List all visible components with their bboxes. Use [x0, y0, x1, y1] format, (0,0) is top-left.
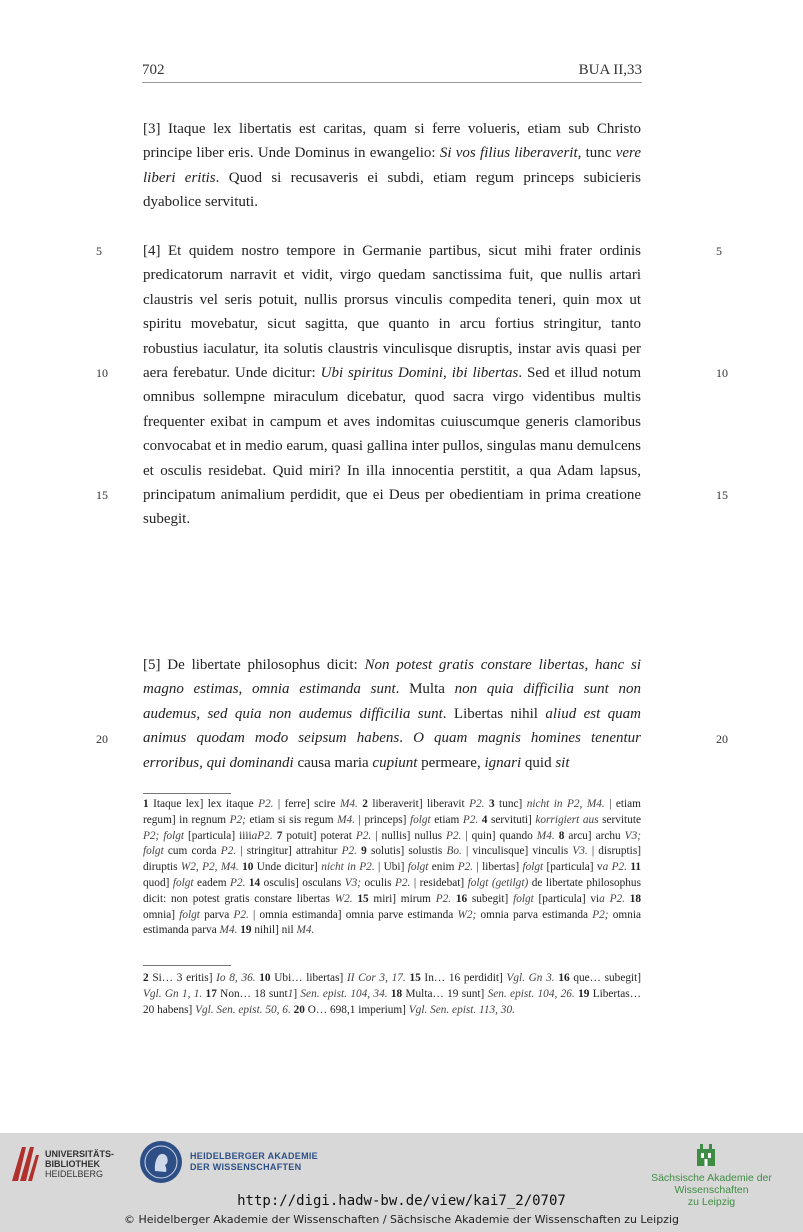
text-run: liberaverit] liberavit [367, 798, 470, 810]
text-run: | residebat] [410, 876, 468, 889]
text-run: potuit] poterat [282, 829, 356, 842]
text-run: | etiam regum] in regnum [143, 798, 641, 826]
paragraph-3-text [143, 117, 641, 215]
italic-run: Vgl. Sen. epist. 113, 30. [408, 1003, 515, 1016]
italic-run: 1 [287, 987, 294, 1000]
text-run: | Ubi] [374, 861, 408, 874]
italic-run: Vgl. Gn 1, 1. [143, 987, 203, 1000]
text-run: [particula] v [543, 861, 603, 874]
apparatus-line-ref: 4 [481, 813, 488, 826]
italic-run: nicht in P2, M4. [526, 798, 605, 810]
text-run: osculis] osculans [260, 876, 345, 889]
text-run: etiam si sis regum [245, 813, 338, 826]
hadw-logo-line: DER WISSENSCHAFTEN [190, 1162, 302, 1172]
text-run: | disruptis] diruptis [143, 845, 641, 874]
italic-run: Ubi spiritus Domini, ibi libertas [320, 365, 519, 382]
apparatus-line-ref: 16 [558, 972, 570, 984]
text-run: de libertate philosophus dicit: non potest gratis constare libertas [143, 876, 641, 905]
text-run: oculis [361, 876, 395, 889]
apparatus-line-ref: 17 [205, 987, 217, 1000]
apparatus-line-ref: 19 [240, 924, 252, 937]
section-reference: BUA II,33 [578, 62, 642, 78]
paragraph-4 [143, 239, 641, 532]
italic-run: Io 8, 36. [216, 972, 256, 984]
text-run: eadem [193, 876, 231, 889]
paragraph-4-text [143, 239, 641, 532]
italic-run: a [251, 829, 258, 842]
line-number-right: 15 [716, 488, 728, 502]
text-run: cum corda [163, 845, 221, 858]
italic-run: O quam magnis homines tenentur erroribus, qui dominandi [143, 730, 641, 771]
permalink-url[interactable]: http://digi.hadw-bw.de/view/kai7_2/0707 [237, 1193, 566, 1209]
italic-run: P2. [341, 845, 357, 858]
academy-seal-icon [140, 1141, 182, 1183]
ub-logo-line: BIBLIOTHEK [45, 1159, 100, 1169]
line-number-right: 20 [716, 732, 728, 746]
text-run: [5] De libertate philosophus dicit: [143, 657, 365, 673]
text-run: [particula] vi [533, 892, 600, 905]
text-run: O… 698,1 imperium] [304, 1003, 409, 1016]
text-run: nihil] nil [251, 924, 297, 937]
italic-run: a [602, 861, 609, 874]
italic-run: P2; [592, 908, 609, 921]
text-run: Libertas… 20 habens] [143, 987, 641, 1016]
line-number-left: 5 [96, 244, 102, 258]
text-run: omnia estimanda parva [143, 908, 642, 937]
italic-run: P2. [233, 908, 249, 921]
italic-run: M4. [536, 829, 555, 842]
saw-logo-line: zu Leipzig [687, 1196, 736, 1208]
italic-run: P2. [435, 892, 452, 905]
italic-run: folgt [407, 861, 429, 874]
apparatus-line-ref: 8 [558, 829, 565, 842]
hadw-logo-line: HEIDELBERGER AKADEMIE [190, 1151, 318, 1161]
italic-run: V3; folgt [143, 829, 641, 858]
ub-logo-line: HEIDELBERG [45, 1169, 104, 1179]
italic-run: aliud est quam animus quodam modo seipsum habens [143, 705, 641, 747]
text-run: etiam [430, 813, 463, 826]
italic-run: P2. [469, 798, 485, 810]
text-run: subegit] [467, 892, 514, 905]
italic-run: P2. [355, 829, 372, 842]
text-run: causa maria [293, 754, 373, 771]
critical-apparatus [143, 797, 641, 939]
italic-run: II Cor 3, 17. [346, 972, 406, 984]
italic-run: folgt [513, 892, 534, 905]
italic-run: P2. [457, 861, 474, 874]
italic-run: cupiunt [372, 754, 418, 771]
text-run: In… 16 perdidit] [420, 972, 507, 984]
italic-run: W2. [334, 892, 353, 905]
text-run: permeare, [417, 754, 485, 771]
text-run: . Sed et illud notum omnibus sollempne miraculum dicebatur, quod sacra virgo videntibus multis frequenter exibat in campum et aves indomitas cuiuscumque generis clamoribus convocabat et in medio earum, quasi gallina inter pullos, singulas manu demulcens et osculis residebat. Quid miri? In illa innocentia perstitit, a qua Adam lapsus, principatum animalium perdidit, que ei Deus per obedientiam in prima creatione subegit. [143, 365, 641, 528]
apparatus-line-ref: 1 [143, 798, 149, 810]
italic-run: Bo. [446, 845, 462, 858]
text-run: [4] Et quidem nostro tempore in Germanie partibus, sicut mihi frater ordinis predicatorum narravit et vidit, virgo quedam sanctissima fuit, que nullis artari claustris vel seris potuit, nullis prorsus vinculis compedita teneri, quin mox ut spiritu movebatur, sicut sagitta, que quanto in arcu fortius stringitur, tanto robustius iaculatur, ita solutis claustris vinculisque disruptis, instar avis quasi per aera ferebatur. Unde dicitur: [143, 243, 641, 382]
text-run: [3] Itaque lex libertatis est caritas, quam si ferre volueris, etiam sub Christo principe liber eris. Unde Dominus in ewangelio: [143, 121, 641, 162]
text-run: [particula] iiii [184, 829, 252, 842]
italic-run: folgt [172, 876, 194, 889]
text-run: . Multa [395, 681, 455, 698]
line-number-right: 10 [716, 366, 728, 380]
text-run: . [399, 730, 414, 747]
apparatus-line-ref: 15 [357, 892, 369, 905]
page-number: 702 [142, 62, 165, 78]
apparatus-line-ref: 11 [630, 861, 642, 874]
line-number-right: 5 [716, 244, 722, 258]
source-apparatus [143, 971, 641, 1018]
line-number-left: 15 [96, 488, 108, 502]
saxon-academy-emblem-icon [696, 1143, 716, 1167]
footnote-rule [143, 965, 231, 966]
apparatus-line-ref: 20 [293, 1003, 305, 1016]
italic-run: P2. [230, 876, 246, 889]
italic-run: P2. [611, 861, 627, 874]
italic-run: Sen. epist. 104, 26. [487, 987, 575, 1000]
text-run: quid [521, 754, 556, 771]
line-number-left: 20 [96, 732, 108, 746]
text-run: servituti] [487, 813, 536, 826]
text-run: enim [428, 861, 458, 874]
text-run: ] [293, 987, 301, 1000]
apparatus-line-ref: 18 [390, 987, 403, 1000]
text-run: Unde dicitur] [253, 861, 322, 874]
italic-run: non quia difficilia sunt non audemus, sed quia non audemus difficilia sunt [143, 681, 641, 722]
apparatus-line-ref: 10 [242, 861, 254, 874]
italic-run: korrigiert aus [535, 813, 599, 826]
text-run: parva [199, 908, 234, 921]
text-run: , tunc [577, 145, 616, 162]
apparatus-line-ref: 10 [259, 972, 271, 984]
apparatus-line-ref: 2 [362, 798, 368, 810]
paragraph-5-text [143, 653, 641, 775]
text-run: Si… 3 eritis] [148, 972, 217, 984]
italic-run: P2. [257, 829, 273, 842]
text-run: Ubi… libertas] [270, 972, 347, 984]
apparatus-line-ref: 7 [276, 829, 283, 842]
text-run: | stringitur] attrahitur [236, 845, 342, 858]
italic-run: P2. [462, 813, 479, 826]
text-run: omnia parva estimanda [476, 908, 593, 921]
italic-run: ignari [484, 754, 522, 771]
italic-run: folgt [179, 908, 200, 921]
apparatus-line-ref: 15 [409, 972, 421, 984]
italic-run: vere liberi eritis [143, 145, 641, 186]
italic-run: P2. [446, 829, 462, 842]
copyright-notice: © Heidelberger Akademie der Wissenschaften / Sächsische Akademie der Wissenschaften zu Leipzig [123, 1213, 679, 1226]
italic-run: nicht in P2. [321, 861, 375, 874]
italic-run: P2. [394, 876, 411, 889]
italic-run: W2; [457, 908, 477, 921]
italic-run: V3; [344, 876, 362, 889]
text-run: solutis] solustis [366, 845, 447, 858]
text-run: que… subegit] [569, 972, 642, 984]
ub-emblem-icon [10, 1143, 40, 1183]
italic-run: P2; [229, 813, 246, 826]
italic-run: P2. [220, 845, 237, 858]
apparatus-line-ref: 9 [361, 845, 367, 858]
italic-run: M4. [337, 813, 355, 826]
italic-run: M4. [296, 924, 315, 937]
text-run: . Libertas nihil [442, 705, 546, 722]
text-run: | omnia estimanda] omnia parve estimanda [248, 908, 458, 921]
text-run: | quin] quando [461, 829, 537, 842]
italic-run: M4. [219, 924, 238, 937]
apparatus-line-ref: 14 [248, 876, 261, 889]
apparatus-line-ref: 19 [578, 987, 590, 1000]
apparatus-line-ref: 16 [455, 892, 468, 905]
italic-run: W2, P2, M4. [180, 861, 239, 874]
text-run: | princeps] [354, 813, 410, 826]
paragraph-5 [143, 653, 641, 775]
italic-run: Vgl. Sen. epist. 50, 6. [195, 1003, 291, 1016]
ub-logo-line: UNIVERSITÄTS- [45, 1149, 115, 1159]
text-run: | vinculisque] vinculis [461, 845, 573, 858]
italic-run: Non potest gratis constare libertas, hanc si magno estimas, omnia estimanda sunt [143, 657, 641, 698]
italic-run: folgt [522, 861, 544, 874]
italic-run: P2; folgt [143, 829, 185, 842]
italic-run: a [599, 892, 605, 905]
apparatus-line-ref: 18 [629, 892, 641, 905]
text-run: arcu] archu [564, 829, 625, 842]
text-run: | libertas] [473, 861, 523, 874]
text-run: . Quod si recusaveris ei subdi, etiam regum princeps subicieris dyabolice servituti. [143, 169, 641, 211]
italic-run: folgt [409, 813, 431, 826]
italic-run: P2. [609, 892, 625, 905]
italic-run: sit [555, 754, 570, 771]
italic-run: folgt (getilgt) [467, 876, 529, 889]
running-header [142, 60, 642, 83]
text-run: tunc] [494, 798, 527, 810]
italic-run: Si vos filius liberaverit [439, 145, 578, 162]
paragraph-3 [143, 117, 641, 215]
line-number-left: 10 [96, 366, 108, 380]
text-run: Multa… 19 sunt] [402, 987, 488, 1000]
footnote-rule [143, 793, 231, 794]
apparatus-line-ref: 3 [488, 798, 495, 810]
university-library-logo[interactable] [10, 1143, 130, 1187]
text-run: Itaque lex] lex itaque [148, 798, 259, 810]
italic-run: P2. [258, 798, 274, 810]
italic-run: M4. [339, 798, 358, 810]
saw-logo-line: Sächsische Akademie der Wissenschaften [651, 1172, 772, 1196]
text-run: | ferre] scire [273, 798, 340, 810]
text-run: omnia] [143, 908, 180, 921]
text-run: quod] [143, 876, 173, 889]
heidelberg-academy-logo[interactable] [140, 1141, 370, 1191]
text-run: servitute [598, 813, 641, 826]
italic-run: V3. [572, 845, 588, 858]
text-run: Non… 18 sunt [216, 987, 288, 1000]
italic-run: Sen. epist. 104, 34. [300, 987, 388, 1000]
apparatus-line-ref: 2 [143, 972, 149, 984]
text-run: miri] mirum [368, 892, 436, 905]
italic-run: Vgl. Gn 3. [506, 972, 555, 984]
text-run: | nullis] nullus [371, 829, 447, 842]
